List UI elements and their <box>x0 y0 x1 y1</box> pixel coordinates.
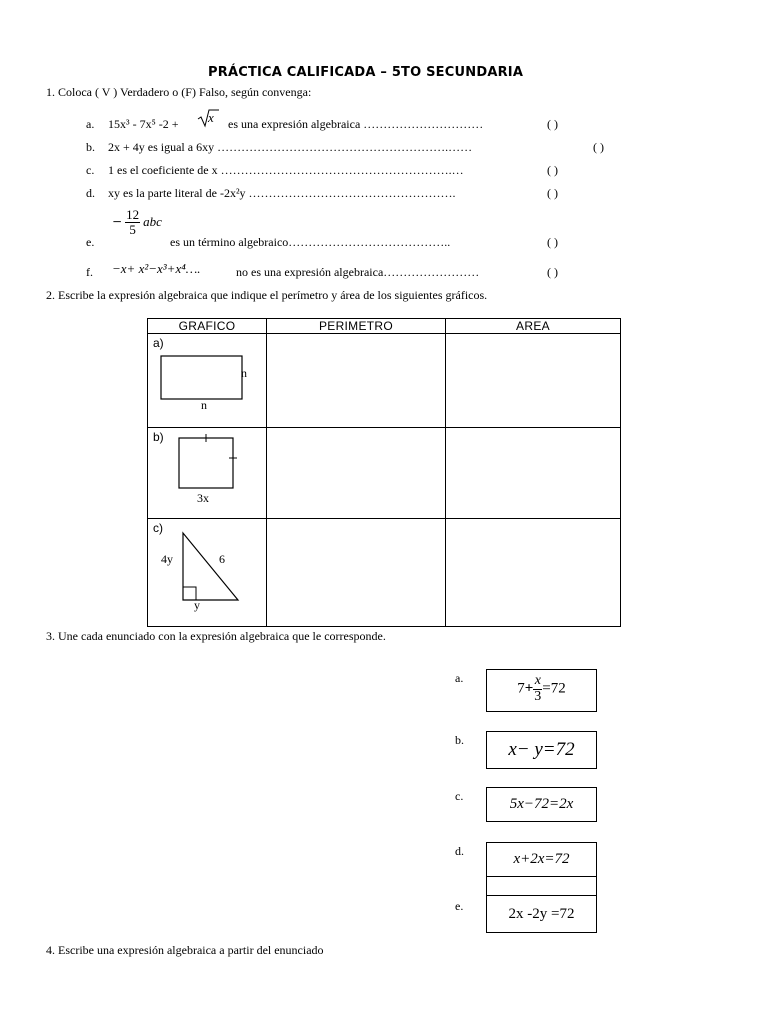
q1-item-d-answer-blank[interactable]: ( ) <box>547 186 558 200</box>
header-area: AREA <box>446 319 621 334</box>
q3-expression-box-c <box>486 787 597 822</box>
header-perimetro: PERIMETRO <box>267 319 446 334</box>
q1-item-e-denominator: 5 <box>129 221 136 237</box>
q1-item-c-answer-blank[interactable]: ( ) <box>547 163 558 177</box>
figure-c-hypotenuse-label: 6 <box>219 552 225 566</box>
q3-expression-box-a: 7+ $\frac{x}{3}$ =72 <box>486 669 597 712</box>
q1-item-c-text: 1 es el coeficiente de x ………………………………………………….… <box>108 163 464 177</box>
figure-a-tag: a) <box>153 336 164 350</box>
figure-c-height-label: 4y <box>161 552 173 566</box>
q1-item-e-letter: e. <box>86 235 95 249</box>
q1-item-f-answer-blank[interactable]: ( ) <box>547 265 558 279</box>
q3-expression-box-d <box>486 842 597 877</box>
q1-item-e-text: es un término algebraico………………………………….. <box>170 235 451 249</box>
q1-item-a-answer-blank[interactable]: ( ) <box>547 117 558 131</box>
right-triangle-figure-icon <box>148 519 266 626</box>
area-answer-cell-b[interactable] <box>446 428 621 519</box>
q3-c-expression: 5x−72=2x <box>509 796 574 812</box>
figure-b-side-label: 3x <box>197 491 209 505</box>
table-row <box>148 428 621 519</box>
q1-item-a-radicand: x <box>208 110 214 125</box>
question-1-prompt: 1. Coloca ( V ) Verdadero o (F) Falso, según convenga: <box>46 85 312 99</box>
area-answer-cell-c[interactable] <box>446 519 621 627</box>
q1-item-e-answer-blank[interactable]: ( ) <box>547 235 558 249</box>
table-row <box>148 334 621 428</box>
q1-item-b-letter: b. <box>86 140 95 154</box>
q3-expression-box-b <box>486 731 597 769</box>
q1-item-a-letter: a. <box>86 117 95 131</box>
q3-item-a-letter: a. <box>455 671 464 685</box>
q3-expression-box-e <box>486 895 597 933</box>
q3-a-right: =72 <box>542 680 566 697</box>
question-2-prompt: 2. Escribe la expresión algebraica que indique el perímetro y área de los siguientes gráficos. <box>46 288 488 302</box>
q3-b-expression: x− y=72 <box>508 739 575 760</box>
perimeter-area-table <box>147 318 621 627</box>
area-answer-cell-a[interactable] <box>446 334 621 428</box>
q1-item-c-letter: c. <box>86 163 95 177</box>
figure-a-side-label: n <box>241 366 247 380</box>
perimeter-answer-cell-c[interactable] <box>267 519 446 627</box>
q3-item-e-letter: e. <box>455 899 464 913</box>
q1-item-e-expression: − $\frac{12}{5}$ abc <box>112 207 162 237</box>
figure-cell-b <box>148 428 267 519</box>
q3-empty-box <box>486 876 597 896</box>
q3-item-c-letter: c. <box>455 789 464 803</box>
q1-item-d-letter: d. <box>86 186 95 200</box>
q1-item-f-text: no es una expresión algebraica…………………… <box>236 265 480 279</box>
q3-a-left: 7 <box>517 680 525 697</box>
q3-a-numerator: x <box>534 673 541 688</box>
q1-item-f-letter: f. <box>86 265 93 279</box>
table-row <box>148 519 621 627</box>
perimeter-answer-cell-b[interactable] <box>267 428 446 519</box>
q3-d-expression: x+2x=72 <box>513 851 570 867</box>
perimeter-answer-cell-a[interactable] <box>267 334 446 428</box>
figure-b-tag: b) <box>153 430 164 444</box>
q3-a-denominator: 3 <box>534 688 542 704</box>
page-title: PRÁCTICA CALIFICADA – 5TO SECUNDARIA <box>208 65 524 80</box>
q1-item-d-text: xy es la parte literal de -2x²y ……………………………………………. <box>108 186 456 200</box>
figure-c-tag: c) <box>153 521 163 535</box>
q1-item-e-variables: abc <box>143 213 162 229</box>
question-4-prompt: 4. Escribe una expresión algebraica a partir del enunciado <box>46 943 324 957</box>
q1-item-e-numerator: 12 <box>126 207 140 222</box>
figure-c-base-label: y <box>194 598 200 612</box>
q1-item-a-expression: 15x³ - 7x⁵ -2 + <box>108 117 179 131</box>
q1-item-b-text: 2x + 4y es igual a 6xy ………………………………………………….…… <box>108 140 473 154</box>
rectangle-figure-icon <box>148 334 266 427</box>
q1-item-b-answer-blank[interactable]: ( ) <box>593 140 604 154</box>
q3-item-b-letter: b. <box>455 733 464 747</box>
q3-e-expression: 2x -2y =72 <box>508 906 575 922</box>
header-grafico: GRAFICO <box>148 319 267 334</box>
figure-cell-a <box>148 334 267 428</box>
table-header-row <box>148 319 621 334</box>
q1-item-f-expression: −x+ x²−x³+x⁴…. <box>112 261 201 276</box>
q1-item-a-text: es una expresión algebraica ………………………… <box>228 117 484 131</box>
figure-a-base-label: n <box>201 398 207 412</box>
q3-item-d-letter: d. <box>455 844 464 858</box>
figure-cell-c <box>148 519 267 627</box>
question-3-prompt: 3. Une cada enunciado con la expresión algebraica que le corresponde. <box>46 629 386 643</box>
